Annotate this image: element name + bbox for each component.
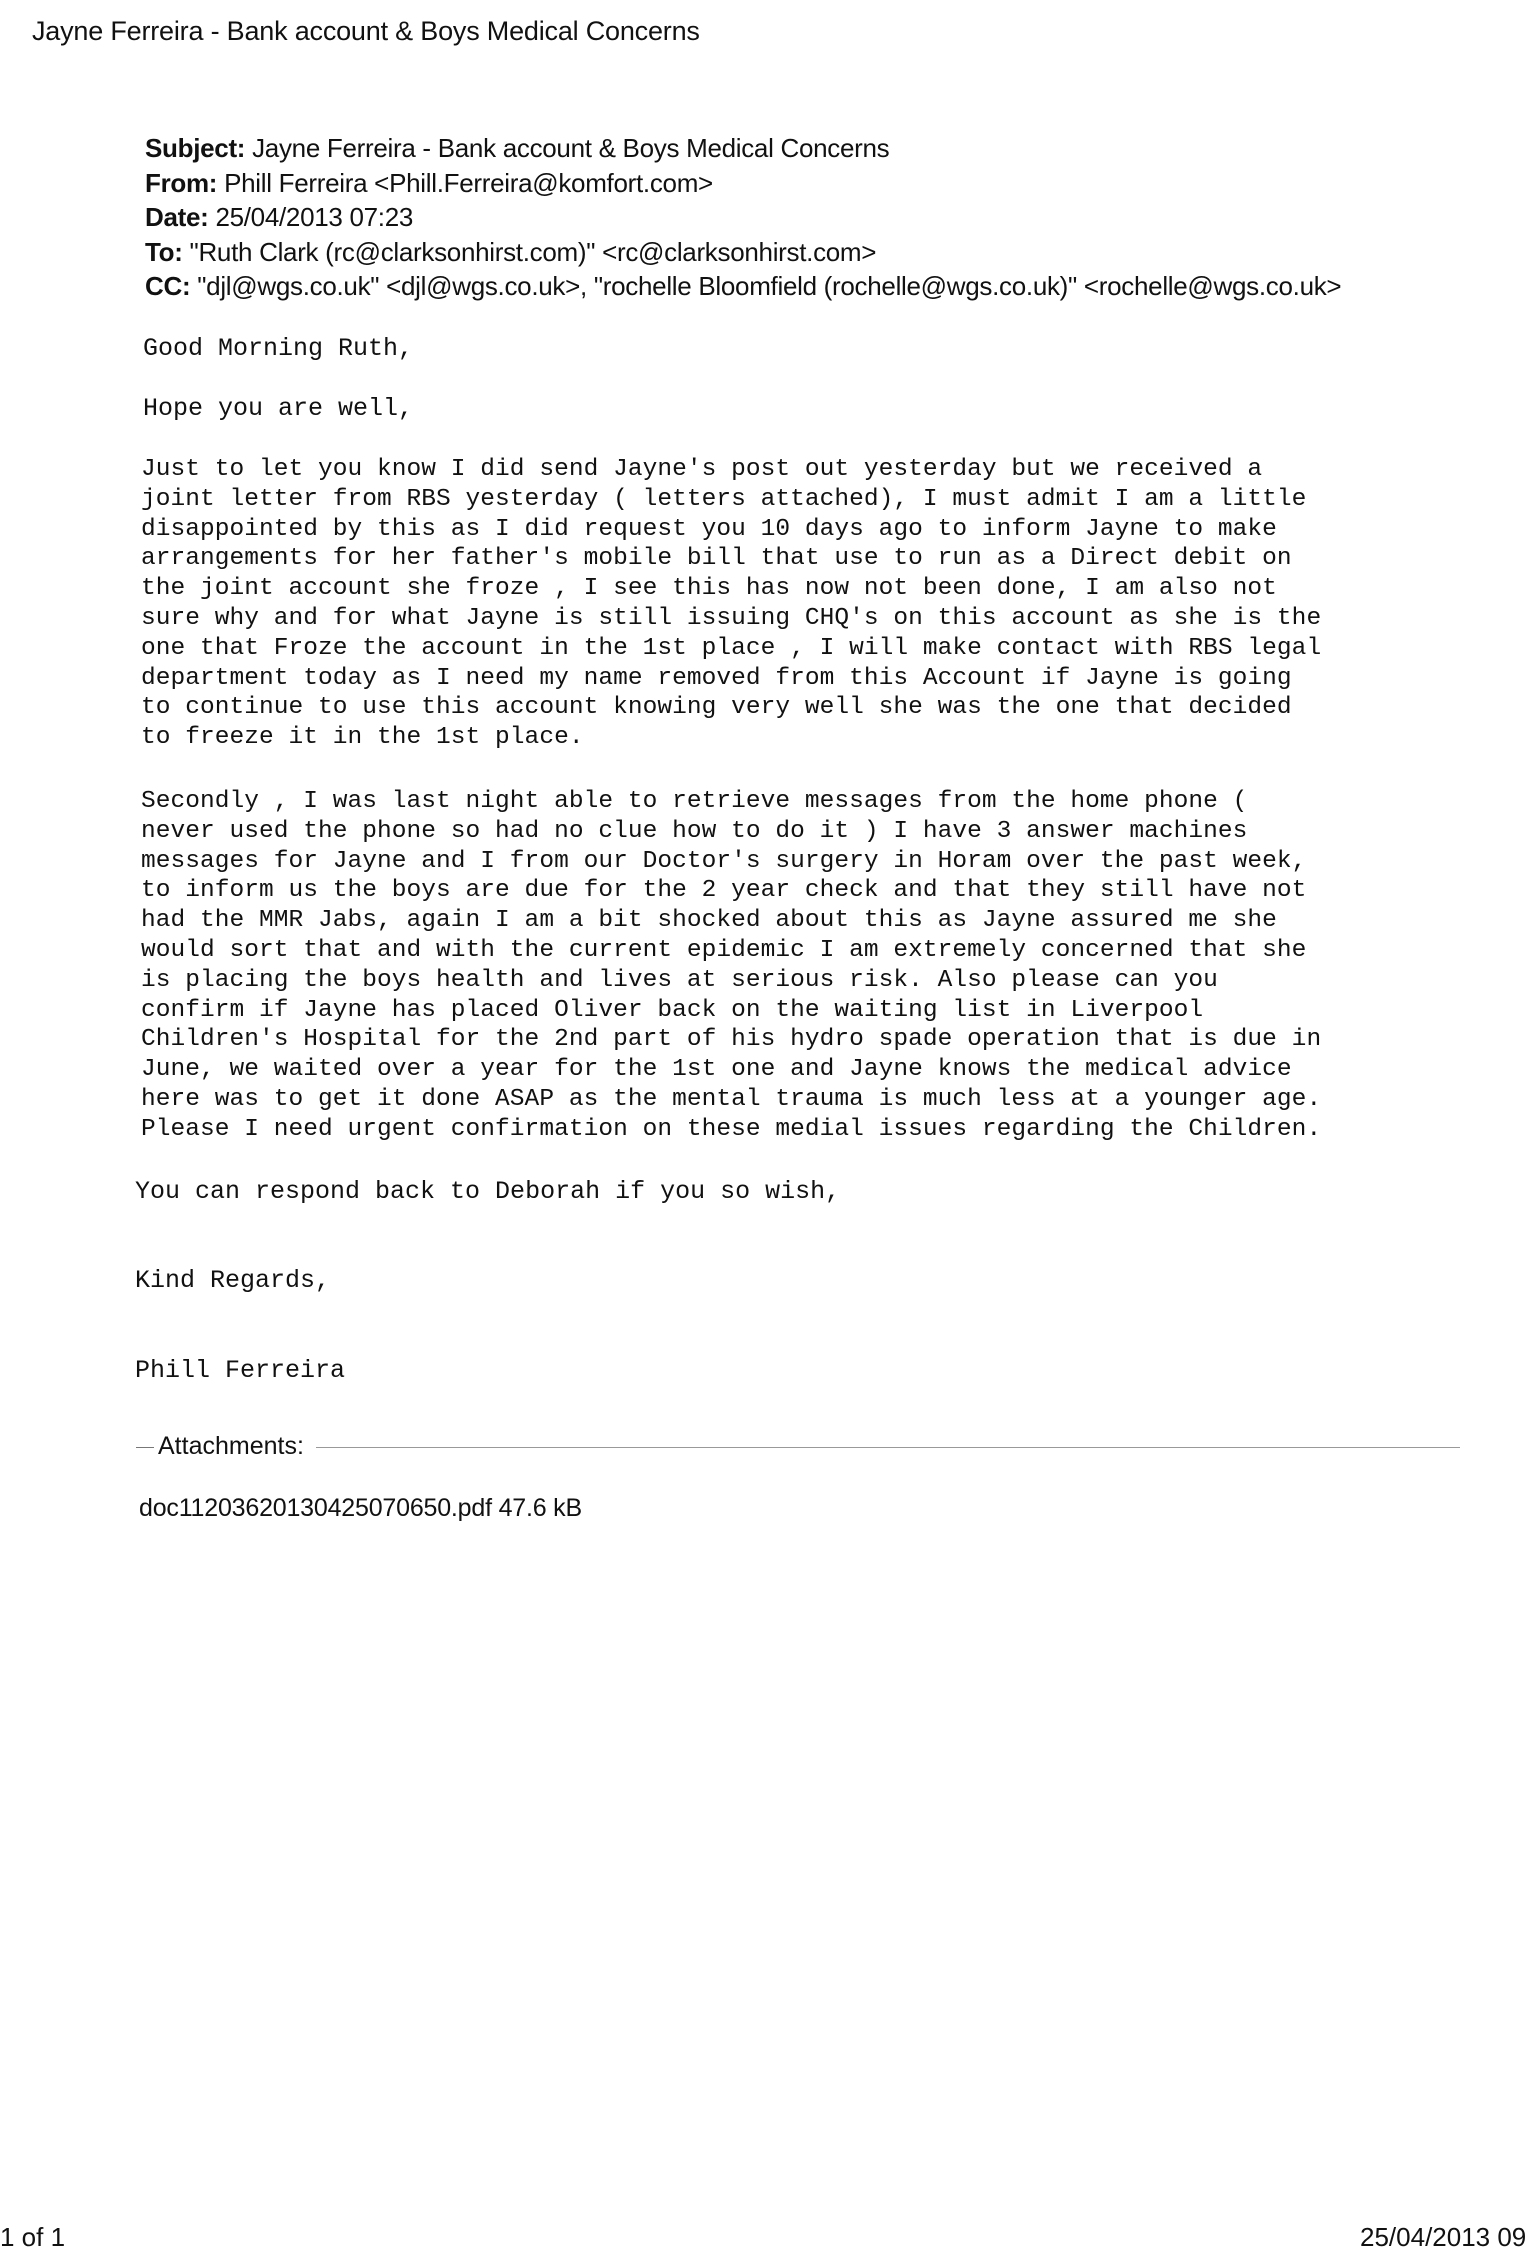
attachments-label: Attachments:: [158, 1432, 308, 1461]
attachment-file-link[interactable]: doc11203620130425070650.pdf 47.6 kB: [139, 1494, 582, 1522]
paragraph-line: joint letter from RBS yesterday ( letters attached), I must admit I am a little: [141, 485, 1307, 513]
paragraph-line: confirm if Jayne has placed Oliver back on the waiting list in Liverpool: [141, 996, 1204, 1024]
subject-label: Subject:: [145, 133, 246, 163]
email-respond-line: You can respond back to Deborah if you so wish,: [135, 1177, 841, 1206]
divider-rule: [316, 1447, 1460, 1448]
paragraph-line: June, we waited over a year for the 1st one and Jayne knows the medical advice: [141, 1056, 1292, 1084]
date-value: 25/04/2013 07:23: [208, 202, 414, 232]
paragraph-line: to inform us the boys are due for the 2 year check and that they still have not: [141, 877, 1307, 905]
paragraph-line: here was to get it done ASAP as the mental trauma is much less at a younger age.: [141, 1085, 1322, 1113]
paragraph-line: sure why and for what Jayne is still issuing CHQ's on this account as she is the: [141, 604, 1322, 632]
paragraph-line: arrangements for her father's mobile bill that use to run as a Direct debit on: [141, 545, 1292, 573]
email-headers: [145, 131, 1485, 304]
paragraph-line: the joint account she froze , I see this has now not been done, I am also not: [141, 575, 1277, 603]
paragraph-line: to continue to use this account knowing very well she was the one that decided: [141, 694, 1292, 722]
paragraph-line: disappointed by this as I did request you 10 days ago to inform Jayne to make: [141, 515, 1277, 543]
paragraph-line: Children's Hospital for the 2nd part of his hydro spade operation that is due in: [141, 1026, 1322, 1054]
email-greeting: Good Morning Ruth,: [143, 334, 414, 363]
divider-dash: [136, 1447, 154, 1448]
paragraph-line: to freeze it in the 1st place.: [141, 724, 584, 752]
to-value: "Ruth Clark (rc@clarksonhirst.com)" <rc@clarksonhirst.com>: [182, 236, 877, 267]
email-hope-line: Hope you are well,: [143, 394, 414, 423]
paragraph-line: one that Froze the account in the 1st place , I will make contact with RBS legal: [141, 634, 1322, 662]
from-row: [145, 166, 1485, 201]
from-value: Phill Ferreira <Phill.Ferreira@komfort.com>: [217, 167, 713, 198]
email-paragraph-medical: [141, 787, 1461, 1145]
to-row: [145, 235, 1485, 270]
paragraph-line: had the MMR Jabs, again I am a bit shocked about this as Jayne assured me she: [141, 907, 1277, 935]
email-signature: Phill Ferreira: [135, 1356, 346, 1385]
to-label: To:: [145, 236, 183, 267]
cc-value: "djl@wgs.co.uk" <djl@wgs.co.uk>, "rochelle Bloomfield (rochelle@wgs.co.uk)" <rochelle@wgs.co.uk>: [190, 271, 1342, 301]
date-row: [145, 200, 1485, 235]
paragraph-line: Just to let you know I did send Jayne's post out yesterday but we received a: [141, 456, 1263, 483]
paragraph-line: department today as I need my name removed from this Account if Jayne is going: [141, 664, 1292, 692]
date-label: Date:: [145, 202, 209, 232]
email-paragraph-bank: [141, 455, 1461, 753]
cc-row: [145, 269, 1485, 304]
paragraph-line: messages for Jayne and I from our Doctor's surgery in Horam over the past week,: [141, 847, 1307, 875]
email-closing: Kind Regards,: [135, 1266, 331, 1295]
from-label: From:: [145, 167, 218, 198]
print-header-title: Jayne Ferreira - Bank account & Boys Medical Concerns: [32, 16, 700, 46]
subject-value: Jayne Ferreira - Bank account & Boys Medical Concerns: [245, 133, 890, 163]
subject-row: [145, 131, 1485, 166]
attachments-divider: [136, 1432, 1460, 1462]
paragraph-line: never used the phone so had no clue how to do it ) I have 3 answer machines: [141, 817, 1248, 845]
page-count: 1 of 1: [0, 2222, 66, 2252]
paragraph-line: is placing the boys health and lives at serious risk. Also please can you: [141, 966, 1218, 994]
paragraph-line: would sort that and with the current epidemic I am extremely concerned that she: [141, 936, 1307, 964]
paragraph-line: Please I need urgent confirmation on these medial issues regarding the Children.: [141, 1115, 1322, 1143]
cc-label: CC:: [145, 271, 191, 301]
print-date: 25/04/2013 09: [1360, 2222, 1527, 2252]
paragraph-line: Secondly , I was last night able to retrieve messages from the home phone (: [141, 788, 1248, 815]
